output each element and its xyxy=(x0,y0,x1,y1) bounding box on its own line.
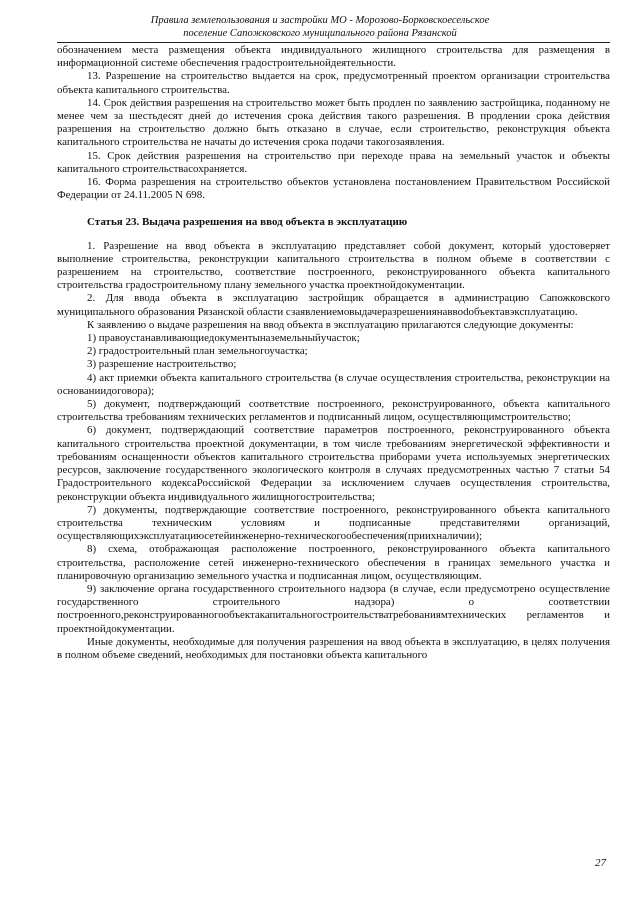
list-item: 4) акт приемки объекта капитального строительства (в случае осуществления строительства, реконструкции на основаниидоговора); xyxy=(57,371,610,397)
list-item: 6) документ, подтверждающий соответствие параметров построенного, реконструированного объекта капитального строительства проектной документации, в том числе требованиям энергетической эффективности и требованиям оснащенности объектов капитального строительства приборами учета используемых энергетических ресурсов, заключение государственного экологического контроля в случаях предусмотренных частью 7 статьи 54 Градостроительного кодексаРоссийской Федерации за исключением случаев осуществления строительства, реконструкции объекта индивидуального жилищногостроительства; xyxy=(57,424,610,503)
list-item: 1) правоустанавливающиедокументыназемельныйучасток; xyxy=(87,332,360,345)
header-divider xyxy=(57,42,610,43)
list-item: 9) заключение органа государственного строительного надзора (в случае, если предусмотрено осуществление государственного строительного надзора) о соответствии построенного,реконструированногообъектакапитальногостроительстватребованиямтехнических регламентов и проектнойдокументации. xyxy=(57,582,610,635)
paragraph: обозначением места размещения объекта индивидуального жилищного строительства для размещения в информационной системе обеспечения градостроительнойдеятельности. xyxy=(57,44,610,70)
list-item: 5) документ, подтверждающий соответствие построенного, реконструированного, объекта капитального строительства требованиям технических регламентов и подписанный лицом, осуществляющимстроительство; xyxy=(57,398,610,424)
list-item: 3) разрешение настроительство; xyxy=(87,358,237,371)
paragraph: К заявлению о выдаче разрешения на ввод объекта в эксплуатацию прилагаются следующие документы: xyxy=(87,318,574,331)
header-line-2: поселение Сапожковского муниципального района Рязанской xyxy=(183,28,457,39)
header-line-1: Правила землепользования и застройки МО - Морозово-Борковскоесельское xyxy=(150,15,490,26)
list-item: 7) документы, подтверждающие соответствие построенного, реконструированного объекта капитального строительства техническим условиям и подписанные представителями организаций, осуществляющихэксплуатациюсетейинженерно-техническогообеспечения(приихналичии); xyxy=(57,503,610,543)
paragraph: 15. Срок действия разрешения на строительство при переходе права на земельный участок и объекты капитального строительствасохраняется. xyxy=(57,149,610,175)
document-body xyxy=(57,44,610,662)
paragraph: 16. Форма разрешения на строительство объектов установлена постановлением Правительством Российской Федерации от 24.11.2005 N 698. xyxy=(57,176,610,202)
closing-paragraph: Иные документы, необходимые для получения разрешения на ввод объекта в эксплуатацию, в целях получения в полном объеме сведений, необходимых для постановки объекта капитального xyxy=(57,635,610,661)
page-number: 27 xyxy=(595,857,606,869)
article-heading: Статья 23. Выдача разрешения на ввод объекта в эксплуатацию xyxy=(87,216,408,229)
page-header xyxy=(60,14,580,40)
paragraph: 1. Разрешение на ввод объекта в эксплуатацию представляет собой документ, который удостоверяет выполнение строительства, реконструкции капитального строительства в полном объеме в соответствии с разрешением на строительство, соответствие построенного, реконструированного объекта капитального строительства градостроительному плану земельного участка проектнойдокументации. xyxy=(57,239,610,292)
list-item: 2) градостроительный план земельногоучастка; xyxy=(87,345,308,358)
paragraph: 13. Разрешение на строительство выдается на срок, предусмотренный проектом организации строительства объекта капитального строительства. xyxy=(57,70,610,96)
paragraph: 2. Для ввода объекта в эксплуатацию застройщик обращается в администрацию Сапожковского муниципального образования Рязанской области сзаявлениемовыдачеразрешениянаввodобъектавэксплуатацию. xyxy=(57,292,610,318)
paragraph: 14. Срок действия разрешения на строительство может быть продлен по заявлению застройщика, поданному не менее чем за шестьдесят дней до истечения срока действия такого разрешения. В продлении срока действия разрешения на строительство должно быть отказано в случае, если строительство, реконструкция объекта капитального строительства не начаты до истечения срока подачи такогозаявления. xyxy=(57,96,610,149)
list-item: 8) схема, отображающая расположение построенного, реконструированного объекта капитального строительства, расположение сетей инженерно-технического обеспечения в границах земельного участка и планировочную организацию земельного участка и подписанная лицом, осуществляющим. xyxy=(57,543,610,582)
